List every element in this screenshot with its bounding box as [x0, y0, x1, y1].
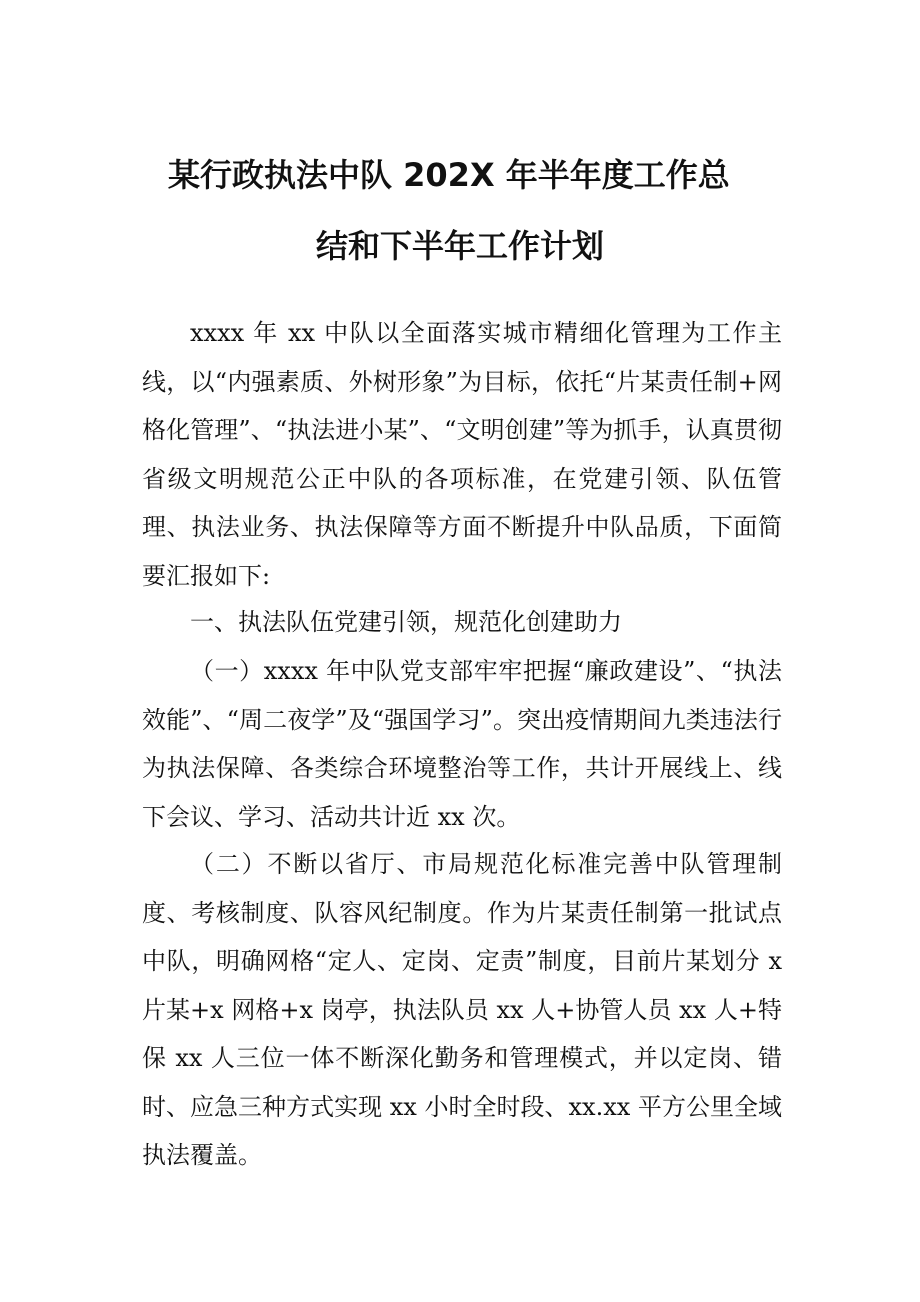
document-body: [142, 309, 782, 600]
document-title-line-2: 结和下半年工作计划: [315, 227, 604, 265]
paragraph-block-1: [142, 647, 782, 841]
section-heading-block: [142, 598, 782, 647]
intro-paragraph: xxxx 年 xx 中队以全面落实城市精细化管理为工作主线，以“内强素质、外树形象”为目标，依托“片某责任制+网格化管理”、“执法进小某”、“文明创建”等为抓手，认真贯彻省级文明规范公正中队的各项标准，在党建引领、队伍管理、执法业务、执法保障等方面不断提升中队品质，下面简要汇报如下:: [142, 319, 782, 590]
paragraph-block-2: [142, 840, 782, 1180]
document-title-line-1: 某行政执法中队 202X 年半年度工作总: [168, 156, 730, 194]
section-heading: 一、执法队伍党建引领，规范化创建助力: [190, 608, 622, 636]
paragraph-item-1: （一）xxxx 年中队党支部牢牢把握“廉政建设”、“执法效能”、“周二夜学”及“强国学习”。突出疫情期间九类违法行为执法保障、各类综合环境整治等工作，共计开展线上、线下会议、学习、活动共计近 xx 次。: [142, 657, 782, 831]
paragraph-item-2: （二）不断以省厅、市局规范化标准完善中队管理制度、考核制度、队容风纪制度。作为片某责任制第一批试点中队，明确网格“定人、定岗、定责”制度，目前片某划分 x 片某+x 网格+x 岗亭，执法队员 xx 人+协管人员 xx 人+特保 xx 人三位一体不断深化勤务和管理模式，并以定岗、错时、应急三种方式实现 xx 小时全时段、xx.xx 平方公里全域执法覆盖。: [142, 850, 782, 1169]
